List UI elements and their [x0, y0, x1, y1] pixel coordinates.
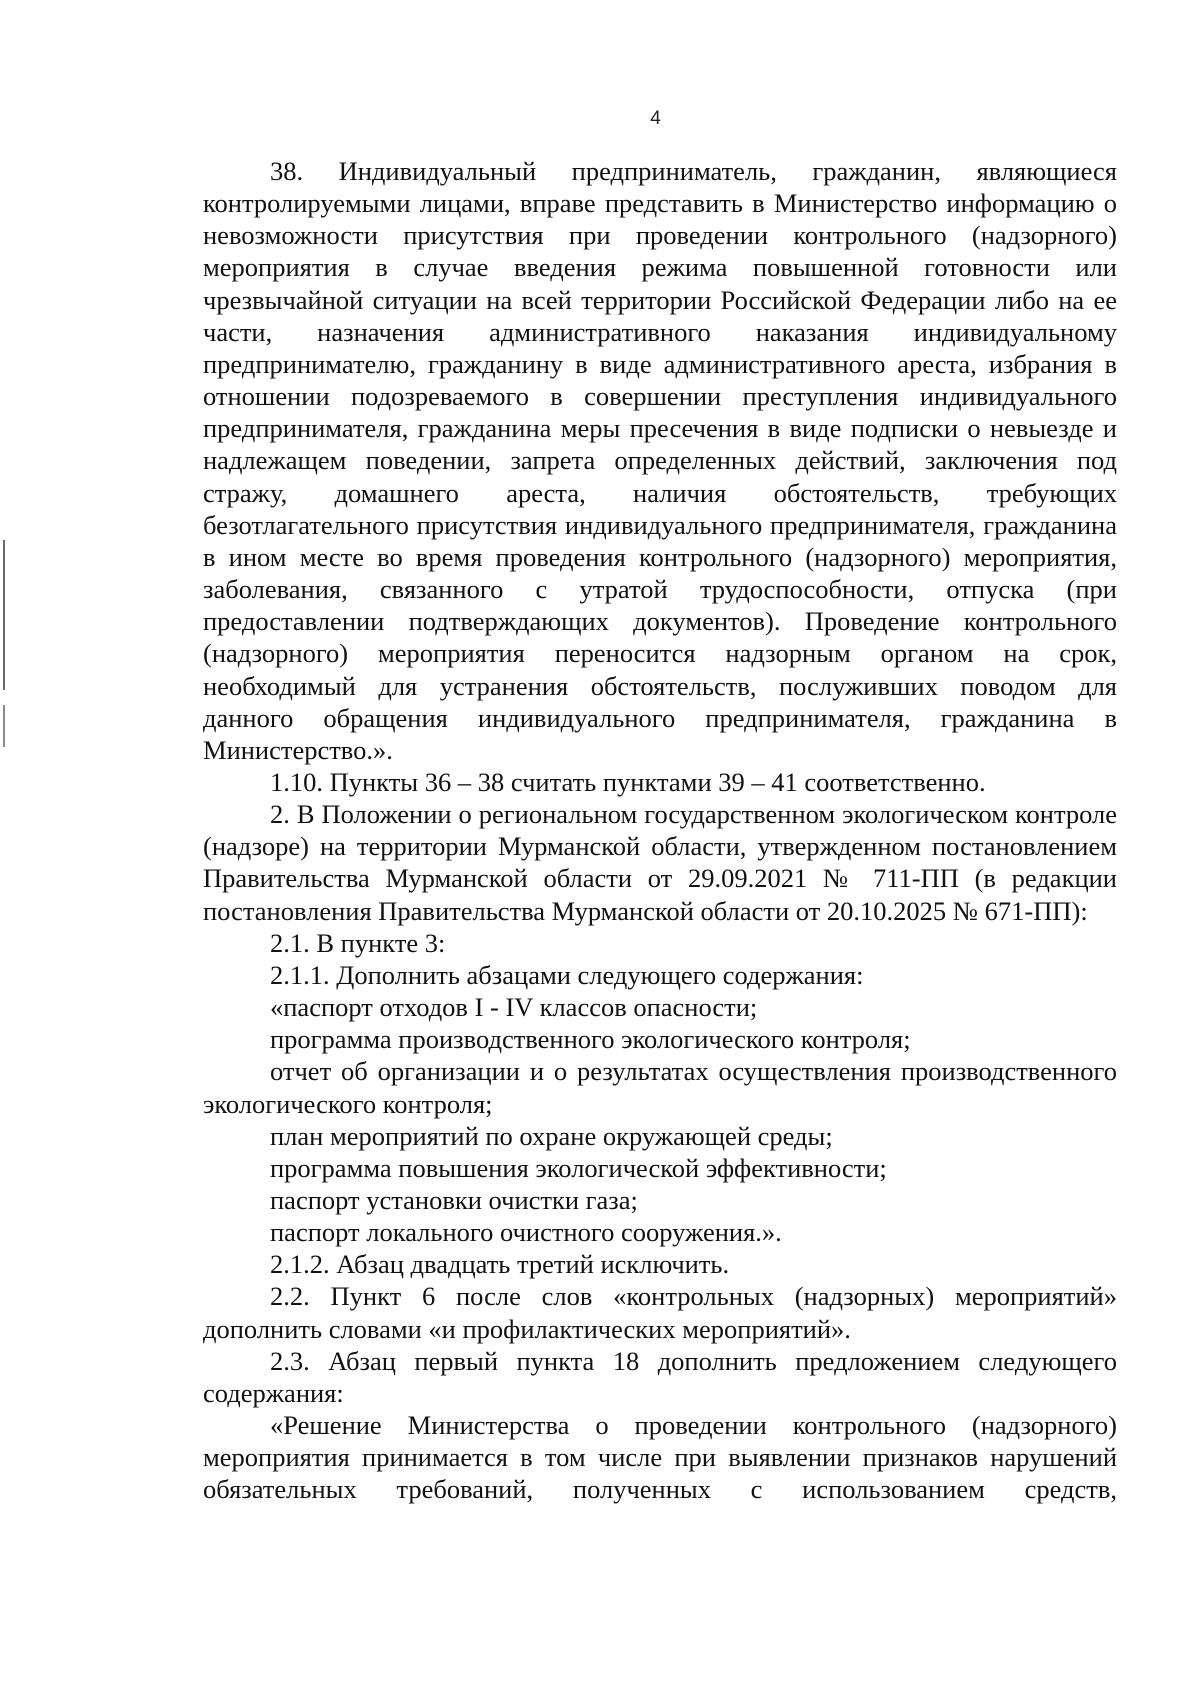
document-body	[203, 155, 1117, 1506]
paragraph-38: 38. Индивидуальный предприниматель, гражданин, являющиеся контролируемыми лицами, вправе представить в Министерство информацию о невозможности присутствия при проведении контрольного (надзорного) мероприятия в случае введения режима повышенной готовности или чрезвычайной ситуации на всей территории Российской Федерации либо на ее части, назначения административного наказания индивидуальному предпринимателю, гражданину в виде административного ареста, избрания в отношении подозреваемого в совершении преступления индивидуального предпринимателя, гражданина меры пресечения в виде подписки о невыезде и надлежащем поведении, запрета определенных действий, заключения под стражу, домашнего ареста, наличия обстоятельств, требующих безотлагательного присутствия индивидуального предпринимателя, гражданина в ином месте во время проведения контрольного (надзорного) мероприятия, заболевания, связанного с утратой трудоспособности, отпуска (при предоставлении подтверждающих документов). Проведение контрольного (надзорного) мероприятия переносится надзорным органом на срок, необходимый для устранения обстоятельств, послуживших поводом для данного обращения индивидуального предпринимателя, гражданина в Министерство.».	[203, 156, 1117, 765]
paragraph-2: 2. В Положении о региональном государственном экологическом контроле (надзоре) на территории Мурманской области, утвержденном постановлением Правительства Мурманской области от 29.09.2021 № 711-ПП (в редакции постановления Правительства Мурманской области от 20.10.2025 № 671-ПП):	[203, 799, 1117, 926]
page-number: 4	[650, 108, 661, 129]
list-item-protection-plan: план мероприятий по охране окружающей среды;	[270, 1120, 833, 1151]
paragraph-2-3: 2.3. Абзац первый пункта 18 дополнить предложением следующего содержания:	[203, 1345, 1117, 1408]
scan-edge-mark	[3, 540, 5, 690]
list-item-treatment-facility-passport: паспорт локального очистного сооружения.».	[270, 1217, 782, 1248]
paragraph-2-1: 2.1. В пункте 3:	[270, 927, 446, 958]
paragraph-2-1-2: 2.1.2. Абзац двадцать третий исключить.	[270, 1249, 730, 1280]
list-item-control-report: отчет об организации и о результатах осуществления производственного экологического контроля;	[203, 1056, 1117, 1119]
list-item-efficiency-program: программа повышения экологической эффективности;	[270, 1152, 887, 1183]
paragraph-2-2: 2.2. Пункт 6 после слов «контрольных (надзорных) мероприятий» дополнить словами «и профилактических мероприятий».	[203, 1281, 1117, 1344]
scan-edge-mark	[3, 705, 5, 747]
paragraph-decision-quote: «Решение Министерства о проведении контрольного (надзорного) мероприятия принимается в том числе при выявлении признаков нарушений обязательных требований, полученных с использованием средств,	[203, 1410, 1117, 1505]
paragraph-1-10: 1.10. Пункты 36 – 38 считать пунктами 39 – 41 соответственно.	[270, 766, 986, 797]
list-item-waste-passport: «паспорт отходов I - IV классов опасности;	[270, 992, 758, 1023]
paragraph-2-1-1: 2.1.1. Дополнить абзацами следующего содержания:	[270, 959, 864, 990]
list-item-gas-cleaning-passport: паспорт установки очистки газа;	[270, 1185, 638, 1215]
list-item-control-program: программа производственного экологического контроля;	[270, 1024, 911, 1055]
